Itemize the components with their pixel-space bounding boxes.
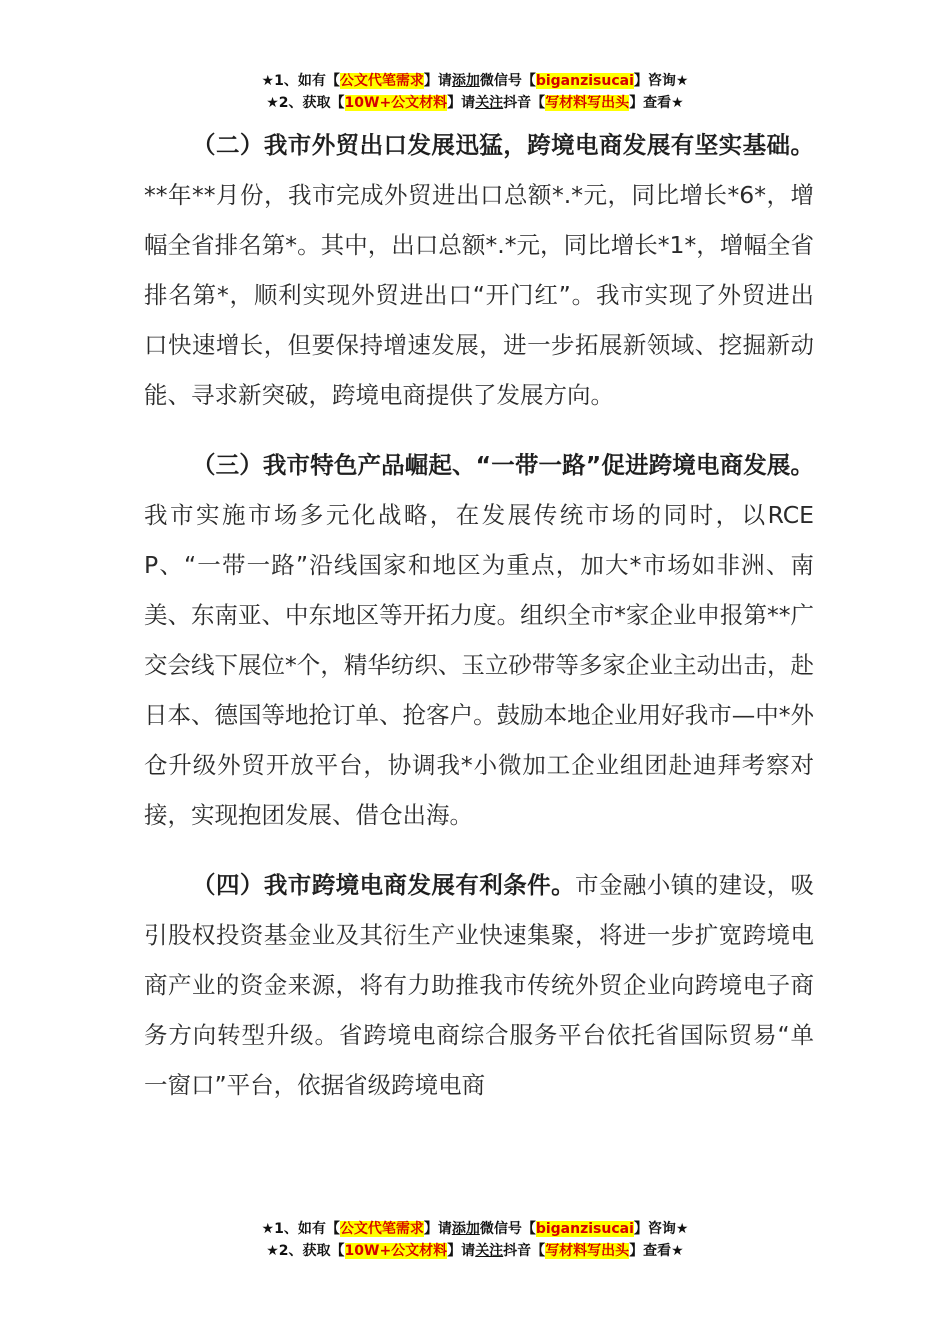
banner-highlight: 公文代笔需求 bbox=[339, 73, 424, 89]
banner-text: 】查看★ bbox=[629, 1243, 684, 1259]
banner-text: ★1、如有【 bbox=[261, 1221, 340, 1237]
banner-text: ★2、获取【 bbox=[266, 95, 345, 111]
paragraph-heading: （四）我市跨境电商发展有利条件。 bbox=[192, 871, 576, 899]
banner-text: ★2、获取【 bbox=[266, 1243, 345, 1259]
document-body bbox=[144, 120, 814, 1110]
banner-wechat-id: biganzisucai bbox=[535, 73, 634, 89]
banner-text: 】请 bbox=[423, 1221, 452, 1237]
banner-text: 微信号【 bbox=[479, 73, 536, 89]
banner-highlight: 10W+公文材料 bbox=[344, 95, 448, 111]
banner-text: ★1、如有【 bbox=[261, 73, 340, 89]
banner-underlined-text: 关注 bbox=[475, 95, 504, 111]
paragraph-heading: （二）我市外贸出口发展迅猛，跨境电商发展有坚实基础。 bbox=[192, 131, 814, 159]
banner-underlined-text: 添加 bbox=[451, 1221, 480, 1237]
banner-text: 抖音【 bbox=[503, 95, 546, 111]
banner-highlight: 公文代笔需求 bbox=[339, 1221, 424, 1237]
paragraph-text: 我市实施市场多元化战略，在发展传统市场的同时，以RCEP、“一带一路”沿线国家和地区为重点，加大*市场如非洲、南美、东南亚、中东地区等开拓力度。组织全市*家企业申报第**广交会线下展位*个，精华纺织、玉立砂带等多家企业主动出击，赴日本、德国等地抢订单、抢客户。鼓励本地企业用好我市—中*外仓升级外贸开放平台，协调我*小微加工企业组团赴迪拜考察对接，实现抱团发展、借仓出海。 bbox=[144, 501, 814, 829]
banner-text: 】查看★ bbox=[629, 95, 684, 111]
banner-line-2 bbox=[0, 92, 950, 114]
banner-text: 抖音【 bbox=[503, 1243, 546, 1259]
banner-text: 】咨询★ bbox=[633, 1221, 689, 1237]
paragraph-heading: （三）我市特色产品崛起、“一带一路”促进跨境电商发展。 bbox=[192, 451, 814, 479]
banner-underlined-text: 添加 bbox=[451, 73, 480, 89]
banner-text: 微信号【 bbox=[479, 1221, 536, 1237]
header-banner bbox=[0, 70, 950, 114]
banner-text: 】请 bbox=[447, 1243, 476, 1259]
banner-wechat-id: biganzisucai bbox=[535, 1221, 634, 1237]
banner-line-2 bbox=[0, 1240, 950, 1262]
footer-banner bbox=[0, 1218, 950, 1262]
paragraph-2 bbox=[144, 120, 814, 420]
banner-line-1 bbox=[0, 1218, 950, 1240]
paragraph-text: 市金融小镇的建设，吸引股权投资基金业及其衍生产业快速集聚，将进一步扩宽跨境电商产业的资金来源，将有力助推我市传统外贸企业向跨境电子商务方向转型升级。省跨境电商综合服务平台依托省国际贸易“单一窗口”平台，依据省级跨境电商 bbox=[144, 871, 815, 1099]
banner-text: 】请 bbox=[447, 95, 476, 111]
paragraph-4 bbox=[144, 860, 814, 1110]
banner-douyin-name: 写材料写出头 bbox=[545, 95, 630, 111]
paragraph-text: **年**月份，我市完成外贸进出口总额*.*元，同比增长*6*，增幅全省排名第*。其中，出口总额*.*元，同比增长*1*，增幅全省排名第*，顺利实现外贸进出口“开门红”。我市实现了外贸进出口快速增长，但要保持增速发展，进一步拓展新领域、挖掘新动能、寻求新突破，跨境电商提供了发展方向。 bbox=[144, 181, 814, 409]
banner-highlight: 10W+公文材料 bbox=[344, 1243, 448, 1259]
banner-douyin-name: 写材料写出头 bbox=[545, 1243, 630, 1259]
banner-underlined-text: 关注 bbox=[475, 1243, 504, 1259]
paragraph-3 bbox=[144, 440, 814, 840]
banner-line-1 bbox=[0, 70, 950, 92]
banner-text: 】咨询★ bbox=[633, 73, 689, 89]
banner-text: 】请 bbox=[423, 73, 452, 89]
